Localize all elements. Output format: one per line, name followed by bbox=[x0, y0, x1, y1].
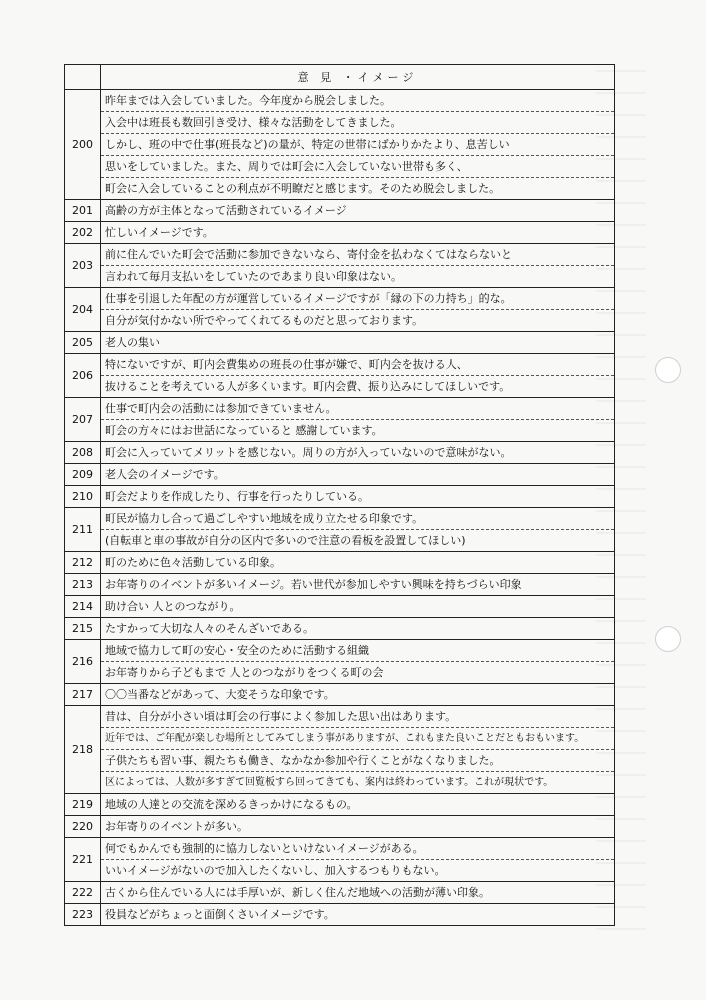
row-opinion bbox=[101, 684, 615, 706]
opinion-line: 昨年までは入会していました。今年度から脱会しました。 bbox=[101, 90, 614, 112]
row-number: 203 bbox=[65, 244, 101, 288]
table-row bbox=[65, 838, 615, 882]
opinion-line: (自転車と車の事故が自分の区内で多いので注意の看板を設置してほしい) bbox=[105, 534, 466, 547]
row-opinion bbox=[101, 354, 615, 398]
table-row bbox=[65, 618, 615, 640]
table-row bbox=[65, 332, 615, 354]
opinion-line: 近年では、ご年配が楽しむ場所としてみてしまう事がありますが、これもまた良いことだともおもいます。 bbox=[101, 728, 614, 750]
row-number: 211 bbox=[65, 508, 101, 552]
opinion-line: 前に住んでいた町会で活動に参加できないなら、寄付金を払わなくてはならないと bbox=[101, 244, 614, 266]
row-opinion bbox=[101, 508, 615, 552]
opinion-line: 自分が気付かない所でやってくれてるものだと思っております。 bbox=[105, 314, 424, 327]
row-number: 200 bbox=[65, 90, 101, 200]
table-row bbox=[65, 486, 615, 508]
row-opinion bbox=[101, 90, 615, 200]
opinion-line: 助け合い 人とのつながり。 bbox=[105, 600, 241, 613]
table-row bbox=[65, 200, 615, 222]
row-number: 205 bbox=[65, 332, 101, 354]
row-number: 213 bbox=[65, 574, 101, 596]
row-number: 206 bbox=[65, 354, 101, 398]
row-opinion bbox=[101, 904, 615, 926]
row-opinion bbox=[101, 244, 615, 288]
opinion-line: 仕事を引退した年配の方が運営しているイメージですが「縁の下の力持ち」的な。 bbox=[101, 288, 614, 310]
table-row bbox=[65, 222, 615, 244]
row-opinion bbox=[101, 838, 615, 882]
row-opinion bbox=[101, 486, 615, 508]
table-row bbox=[65, 398, 615, 442]
opinion-line: 役員などがちょっと面倒くさいイメージです。 bbox=[105, 908, 335, 921]
row-opinion bbox=[101, 200, 615, 222]
row-opinion bbox=[101, 552, 615, 574]
row-opinion bbox=[101, 222, 615, 244]
punch-hole-top bbox=[655, 357, 681, 383]
table-row bbox=[65, 288, 615, 332]
table-row bbox=[65, 904, 615, 926]
table-row bbox=[65, 574, 615, 596]
table-row bbox=[65, 90, 615, 200]
row-number: 222 bbox=[65, 882, 101, 904]
opinion-line: 〇〇当番などがあって、大変そうな印象です。 bbox=[105, 688, 335, 701]
header-opinion: 意 見 ・イメージ bbox=[101, 65, 615, 90]
table-body bbox=[65, 90, 615, 926]
row-opinion bbox=[101, 398, 615, 442]
opinion-line: たすかって大切な人々のそんざいである。 bbox=[105, 622, 314, 635]
row-number: 223 bbox=[65, 904, 101, 926]
row-opinion bbox=[101, 618, 615, 640]
table-row bbox=[65, 816, 615, 838]
row-opinion bbox=[101, 596, 615, 618]
opinion-line: しかし、班の中で仕事(班長など)の量が、特定の世帯にばかりかたより、息苦しい bbox=[101, 134, 614, 156]
row-number: 201 bbox=[65, 200, 101, 222]
row-number: 202 bbox=[65, 222, 101, 244]
table-row bbox=[65, 244, 615, 288]
row-number: 218 bbox=[65, 706, 101, 794]
row-number: 220 bbox=[65, 816, 101, 838]
punch-hole-bottom bbox=[655, 626, 681, 652]
opinion-line: 区によっては、人数が多すぎて回覧板すら回ってきても、案内は終わっています。これが現状です。 bbox=[105, 777, 554, 788]
opinion-line: 思いをしていました。また、周りでは町会に入会していない世帯も多く、 bbox=[101, 156, 614, 178]
table-row bbox=[65, 442, 615, 464]
table-row bbox=[65, 640, 615, 684]
row-opinion bbox=[101, 332, 615, 354]
table-row bbox=[65, 552, 615, 574]
row-number: 214 bbox=[65, 596, 101, 618]
row-number: 217 bbox=[65, 684, 101, 706]
table-row bbox=[65, 464, 615, 486]
opinion-line: 地域で協力して町の安心・安全のために活動する組織 bbox=[101, 640, 614, 662]
header-number bbox=[65, 65, 101, 90]
opinion-line: 抜けることを考えている人が多くいます。町内会費、振り込みにしてほしいです。 bbox=[105, 380, 511, 393]
opinion-line: 特にないですが、町内会費集めの班長の仕事が嫌で、町内会を抜ける人、 bbox=[101, 354, 614, 376]
row-number: 207 bbox=[65, 398, 101, 442]
opinion-line: いいイメージがないので加入したくないし、加入するつもりもない。 bbox=[105, 864, 446, 877]
table-header-row bbox=[65, 65, 615, 90]
opinion-line: 高齢の方が主体となって活動されているイメージ bbox=[105, 204, 347, 217]
row-number: 204 bbox=[65, 288, 101, 332]
row-opinion bbox=[101, 442, 615, 464]
opinion-line: 老人会のイメージです。 bbox=[105, 468, 225, 481]
row-number: 212 bbox=[65, 552, 101, 574]
table-row bbox=[65, 508, 615, 552]
opinion-line: お年寄りから子どもまで 人とのつながりをつくる町の会 bbox=[105, 666, 384, 679]
row-number: 216 bbox=[65, 640, 101, 684]
table-row bbox=[65, 684, 615, 706]
opinion-line: 町会だよりを作成したり、行事を行ったりしている。 bbox=[105, 490, 369, 503]
row-opinion bbox=[101, 794, 615, 816]
opinion-line: 町会の方々にはお世話になっていると 感謝しています。 bbox=[105, 424, 383, 437]
opinion-line: 町会に入会していることの利点が不明瞭だと感じます。そのため脱会しました。 bbox=[105, 182, 501, 195]
opinions-table bbox=[64, 64, 615, 926]
opinion-line: 忙しいイメージです。 bbox=[105, 226, 214, 239]
row-opinion bbox=[101, 464, 615, 486]
opinion-line: 地域の人達との交流を深めるきっかけになるもの。 bbox=[105, 798, 358, 811]
row-number: 208 bbox=[65, 442, 101, 464]
row-number: 215 bbox=[65, 618, 101, 640]
opinion-line: 昔は、自分が小さい頃は町会の行事によく参加した思い出はあります。 bbox=[101, 706, 614, 728]
row-number: 219 bbox=[65, 794, 101, 816]
row-opinion bbox=[101, 816, 615, 838]
opinion-line: お年寄りのイベントが多い。 bbox=[105, 820, 248, 833]
opinion-line: お年寄りのイベントが多いイメージ。若い世代が参加しやすい興味を持ちづらい印象 bbox=[105, 578, 522, 591]
row-number: 210 bbox=[65, 486, 101, 508]
row-opinion bbox=[101, 574, 615, 596]
opinion-line: 入会中は班長も数回引き受け、様々な活動をしてきました。 bbox=[101, 112, 614, 134]
opinion-line: 町のために色々活動している印象。 bbox=[105, 556, 281, 569]
opinion-line: 老人の集い bbox=[105, 336, 160, 349]
row-opinion bbox=[101, 706, 615, 794]
row-opinion bbox=[101, 640, 615, 684]
table-row bbox=[65, 354, 615, 398]
opinion-line: 町民が協力し合って過ごしやすい地域を成り立たせる印象です。 bbox=[101, 508, 614, 530]
opinion-line: 子供たちも習い事、親たちも働き、なかなか参加や行くことがなくなりました。 bbox=[101, 750, 614, 772]
table-row bbox=[65, 596, 615, 618]
table-row bbox=[65, 794, 615, 816]
opinion-line: 古くから住んでいる人には手厚いが、新しく住んだ地域への活動が薄い印象。 bbox=[105, 886, 490, 899]
table-row bbox=[65, 706, 615, 794]
row-number: 221 bbox=[65, 838, 101, 882]
table-row bbox=[65, 882, 615, 904]
opinion-line: 仕事で町内会の活動には参加できていません。 bbox=[101, 398, 614, 420]
opinion-line: 何でもかんでも強制的に協力しないといけないイメージがある。 bbox=[101, 838, 614, 860]
row-number: 209 bbox=[65, 464, 101, 486]
opinion-line: 言われて毎月支払いをしていたのであまり良い印象はない。 bbox=[105, 270, 402, 283]
row-opinion bbox=[101, 882, 615, 904]
opinion-line: 町会に入っていてメリットを感じない。周りの方が入っていないので意味がない。 bbox=[105, 446, 512, 459]
row-opinion bbox=[101, 288, 615, 332]
